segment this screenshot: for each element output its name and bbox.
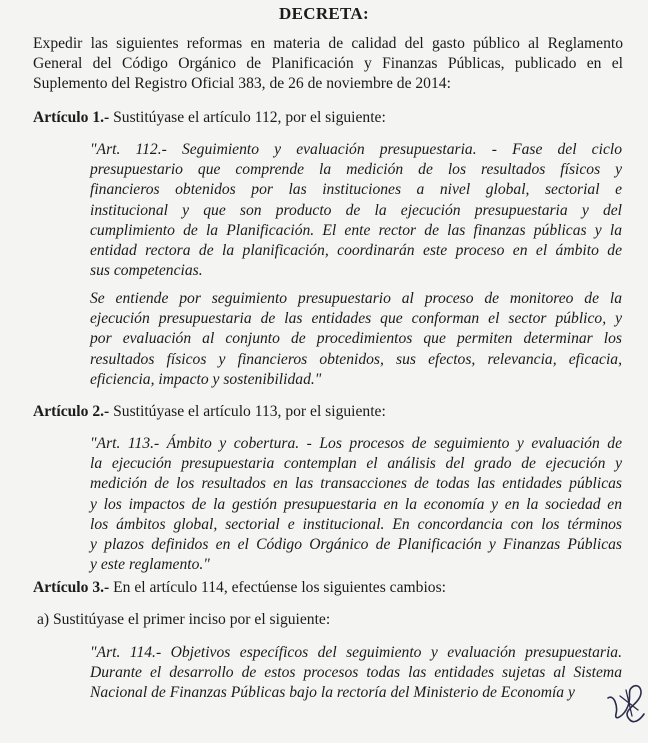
quote-line: por evaluación al conjunto de procedimientos que permiten determinar los <box>90 330 622 348</box>
article-2-heading <box>33 402 623 422</box>
quote-line: financieros obtenidos por las instituciones a nivel global, sectorial e <box>90 181 622 199</box>
quote-line: resultados físicos y financieros obtenidos, sus efectos, relevancia, eficacia, <box>90 350 622 368</box>
intro-line: Suplemento del Registro Oficial 383, de 26 de noviembre de 2014: <box>33 75 451 92</box>
quote-line: entidad rectora de la planificación, coordinarán este proceso en el ámbito de <box>90 242 622 260</box>
article-113-quote <box>90 434 622 575</box>
handwritten-initials <box>604 676 648 728</box>
intro-line: Expedir las siguientes reformas en materia de calidad del gasto público al Reglamento <box>33 35 623 52</box>
quote-line: y este reglamento." <box>90 556 210 574</box>
quote-line: Durante el desarrollo de estos procesos todas las entidades sujetas al Sistema <box>90 664 622 682</box>
quote-line: "Art. 114.- Objetivos específicos del seguimiento y evaluación presupuestaria. <box>90 644 622 661</box>
intro-line: General del Código Orgánico de Planificación y Finanzas Públicas, publicado en el <box>33 55 623 72</box>
intro-paragraph <box>33 34 623 94</box>
quote-line: "Art. 112.- Seguimiento y evaluación presupuestaria. - Fase del ciclo <box>90 141 622 158</box>
article-1-heading <box>33 108 623 128</box>
article-2-label: Artículo 2.- <box>33 403 110 420</box>
decree-heading: DECRETA: <box>279 4 369 23</box>
article-3-label: Artículo 3.- <box>33 579 110 596</box>
quote-line: sus competencias. <box>90 262 203 280</box>
quote-line: Se entiende por seguimiento presupuestario al proceso de monitoreo de la <box>90 290 622 307</box>
article-3-heading <box>33 578 623 598</box>
article-112-quote <box>90 140 622 281</box>
quote-line: cumplimiento de la Planificación. El ente rector de las finanzas públicas y la <box>90 221 622 239</box>
quote-line: presupuestario que comprende la medición de los resultados físicos y <box>90 161 622 179</box>
article-1-label: Artículo 1.- <box>33 109 110 126</box>
article-3-text: En el artículo 114, efectúense los siguientes cambios: <box>109 579 446 596</box>
quote-line: ejecución presupuestaria de las entidades que conforman el sector público, y <box>90 310 622 328</box>
article-3-item-a: a) Sustitúyase el primer inciso por el siguiente: <box>37 611 331 628</box>
article-114-quote <box>90 643 622 704</box>
article-1-text: Sustitúyase el artículo 112, por el siguiente: <box>109 109 386 126</box>
quote-line: medición de los resultados en las transacciones de todas las entidades públicas <box>90 475 622 493</box>
quote-line: Nacional de Finanzas Públicas bajo la rectoría del Ministerio de Economía y <box>90 684 575 702</box>
quote-line: eficiencia, impacto y sostenibilidad." <box>90 370 322 388</box>
quote-line: los ámbitos global, sectorial e institucional. En concordancia con los términos <box>90 515 622 533</box>
article-112-second-paragraph <box>90 289 622 390</box>
quote-line: institucional y que son producto de la ejecución presupuestaria y del <box>90 201 622 219</box>
quote-line: y los impactos de la gestión presupuestaria en la economía y en la sociedad en <box>90 495 622 513</box>
article-2-text: Sustitúyase el artículo 113, por el siguiente: <box>109 403 386 420</box>
quote-line: la ejecución presupuestaria contemplan el análisis del grado de ejecución y <box>90 455 622 473</box>
quote-line: y plazos definidos en el Código Orgánico de Planificación y Finanzas Públicas <box>90 536 622 554</box>
quote-line: "Art. 113.- Ámbito y cobertura. - Los procesos de seguimiento y evaluación de <box>90 435 622 452</box>
